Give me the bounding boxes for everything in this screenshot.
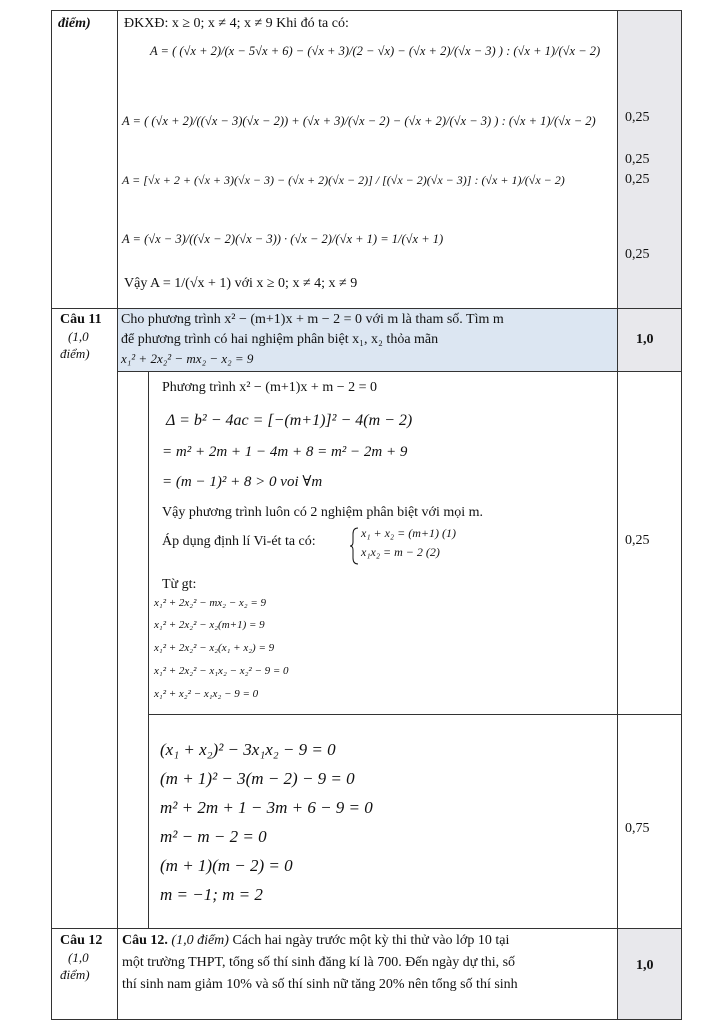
viet-sum: x₁ + x₂ = (m+1) (1) — [361, 526, 456, 540]
q11-sol-a-line-3: = m² + 2m + 1 − 4m + 8 = m² − 2m + 9 — [162, 444, 408, 460]
q12-line-3: thí sinh nam giảm 10% và số thí sinh nữ tăng 20% nên tổng số thí sinh — [122, 977, 518, 992]
q11-step-4: x₁² + 2x₂² − x₁x₂ − x₂² − 9 = 0 — [154, 665, 289, 677]
q11-step-5: x₁² + x₂² − x₁x₂ − 9 = 0 — [154, 688, 259, 700]
q11-sol-b-line-4: m² − m − 2 = 0 — [160, 827, 267, 846]
question-12-label: Câu 12 — [60, 933, 103, 948]
question-11-label: Câu 11 — [60, 312, 102, 327]
q11-prompt-line-1: Cho phương trình x² − (m+1)x + m − 2 = 0 với m là tham số. Tìm m — [121, 312, 504, 327]
question-12-points-1: (1,0 — [68, 950, 89, 965]
domain-condition: ĐKXĐ: x ≥ 0; x ≠ 4; x ≠ 9 Khi đó ta có: — [124, 16, 349, 31]
equation-4: A = (√x − 3)/((√x − 2)(√x − 3)) · (√x − 2)/(√x + 1) = 1/(√x + 1) — [122, 232, 444, 246]
conclusion-line: Vậy A = 1/(√x + 1) với x ≥ 0; x ≠ 4; x ≠ 9 — [124, 276, 358, 291]
q12-title: Câu 12. — [122, 933, 168, 948]
q11-sol-b-line-5: (m + 1)(m − 2) = 0 — [160, 856, 293, 875]
score-1: 0,25 — [625, 110, 650, 125]
q11-sol-a-line-4: = (m − 1)² + 8 > 0 voi ∀m — [162, 474, 323, 490]
q11-prompt-line-2: để phương trình có hai nghiệm phân biệt x₁, x₂ thỏa mãn — [121, 332, 439, 347]
q11-sol-b-line-1: (x₁ + x₂)² − 3x₁x₂ − 9 = 0 — [160, 740, 336, 759]
q11-given-label: Từ gt: — [162, 577, 197, 592]
points-label-top: điểm) — [58, 16, 91, 31]
score-3: 0,25 — [625, 172, 650, 187]
cau12-score-shade — [617, 928, 681, 1020]
q11-sol-a-line-5: Vậy phương trình luôn có 2 nghiệm phân biệt với mọi m. — [162, 505, 484, 520]
q11-score-b: 0,75 — [625, 821, 650, 836]
question-11-points-2: điểm) — [60, 346, 90, 361]
equation-3: A = [√x + 2 + (√x + 3)(√x − 3) − (√x + 2)(√x − 2)] / [(√x − 2)(√x − 3)] : (√x + 1)/(√x − 2) — [122, 173, 565, 187]
q12-points: (1,0 điểm) — [171, 933, 229, 948]
q12-line-1 — [122, 933, 509, 949]
equation-1: A = ( (√x + 2)/(x − 5√x + 6) − (√x + 3)/(2 − √x) − (√x + 2)/(√x − 3) ) : (√x + 1)/(√x − 2) — [150, 44, 601, 58]
score-2: 0,25 — [625, 152, 650, 167]
q11-score-a: 0,25 — [625, 533, 650, 548]
q11-step-2: x₁² + 2x₂² − x₂(m+1) = 9 — [154, 619, 265, 631]
q11-sol-b-line-6: m = −1; m = 2 — [160, 885, 263, 904]
question-11-points-1: (1,0 — [68, 329, 89, 344]
question-12-points-2: điểm) — [60, 967, 90, 982]
q11-sol-a-line-1: Phương trình x² − (m+1)x + m − 2 = 0 — [162, 380, 377, 395]
q11-sol-b-line-3: m² + 2m + 1 − 3m + 6 − 9 = 0 — [160, 798, 373, 817]
q11-step-1: x₁² + 2x₂² − mx₂ − x₂ = 9 — [154, 597, 267, 609]
q11-total-score: 1,0 — [636, 332, 654, 347]
q11-step-3: x₁² + 2x₂² − x₂(x₁ + x₂) = 9 — [154, 642, 275, 654]
q12-line-1-text: Cách hai ngày trước một kỳ thi thử vào lớp 10 tại — [228, 933, 510, 948]
score-4: 0,25 — [625, 247, 650, 262]
q12-line-2: một trường THPT, tổng số thí sinh đăng kí là 700. Đến ngày dự thi, số — [122, 955, 516, 970]
q11-sol-a-line-6: Áp dụng định lí Vi-ét ta có: — [162, 534, 316, 549]
q11-sol-a-line-2: Δ = b² − 4ac = [−(m+1)]² − 4(m − 2) — [166, 412, 413, 429]
q11-sol-b-line-2: (m + 1)² − 3(m − 2) − 9 = 0 — [160, 769, 355, 788]
equation-2: A = ( (√x + 2)/((√x − 3)(√x − 2)) + (√x + 3)/(√x − 2) − (√x + 2)/(√x − 3) ) : (√x + 1)/(√x − 2) — [122, 114, 596, 128]
brace-icon — [350, 526, 360, 566]
q12-total-score: 1,0 — [636, 958, 654, 973]
viet-product: x₁x₂ = m − 2 (2) — [361, 545, 440, 559]
q11-prompt-line-3: x₁² + 2x₂² − mx₂ − x₂ = 9 — [121, 351, 254, 366]
